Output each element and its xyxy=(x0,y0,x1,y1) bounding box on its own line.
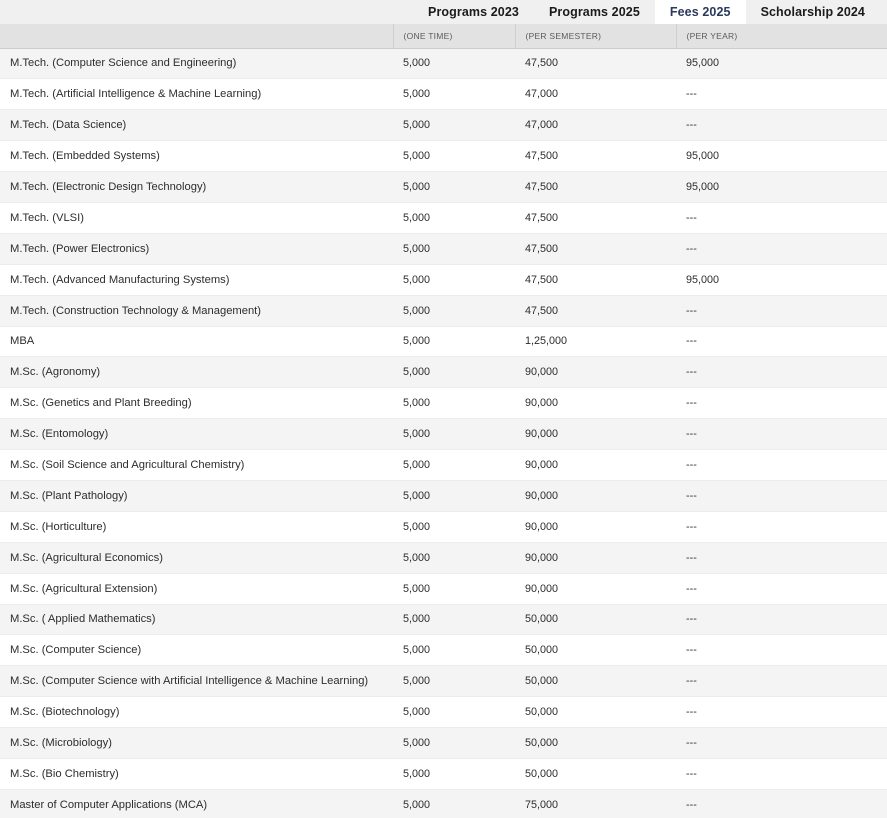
cell-per-semester: 47,500 xyxy=(515,264,676,295)
cell-program: M.Sc. ( Applied Mathematics) xyxy=(0,604,393,635)
tab-label: Scholarship 2024 xyxy=(760,5,865,19)
table-row xyxy=(0,419,887,450)
cell-one-time: 5,000 xyxy=(393,728,515,759)
table-row xyxy=(0,48,887,79)
cell-per-semester: 90,000 xyxy=(515,480,676,511)
tab-programs-2025[interactable] xyxy=(534,0,655,24)
cell-per-semester: 50,000 xyxy=(515,758,676,789)
column-header-per-semester: (PER SEMESTER) xyxy=(515,24,676,48)
cell-per-semester: 1,25,000 xyxy=(515,326,676,357)
cell-one-time: 5,000 xyxy=(393,758,515,789)
cell-one-time: 5,000 xyxy=(393,573,515,604)
cell-program: M.Sc. (Entomology) xyxy=(0,419,393,450)
tab-label: Programs 2023 xyxy=(428,5,519,19)
cell-per-semester: 90,000 xyxy=(515,450,676,481)
cell-one-time: 5,000 xyxy=(393,480,515,511)
cell-per-year: --- xyxy=(676,604,887,635)
cell-one-time: 5,000 xyxy=(393,635,515,666)
cell-per-year: --- xyxy=(676,480,887,511)
column-header-per-year: (PER YEAR) xyxy=(676,24,887,48)
cell-one-time: 5,000 xyxy=(393,450,515,481)
cell-program: M.Tech. (Embedded Systems) xyxy=(0,141,393,172)
table-row xyxy=(0,388,887,419)
cell-program: M.Sc. (Agronomy) xyxy=(0,357,393,388)
cell-per-year: --- xyxy=(676,511,887,542)
cell-per-semester: 47,500 xyxy=(515,48,676,79)
cell-per-year: --- xyxy=(676,110,887,141)
cell-per-year: --- xyxy=(676,697,887,728)
table-row xyxy=(0,202,887,233)
cell-per-year: --- xyxy=(676,419,887,450)
table-row xyxy=(0,141,887,172)
column-header-program xyxy=(0,24,393,48)
cell-program: M.Sc. (Plant Pathology) xyxy=(0,480,393,511)
cell-per-year: --- xyxy=(676,450,887,481)
cell-one-time: 5,000 xyxy=(393,388,515,419)
cell-program: M.Sc. (Bio Chemistry) xyxy=(0,758,393,789)
tab-programs-2023[interactable] xyxy=(413,0,534,24)
cell-one-time: 5,000 xyxy=(393,357,515,388)
cell-per-semester: 50,000 xyxy=(515,728,676,759)
cell-one-time: 5,000 xyxy=(393,666,515,697)
cell-program: M.Tech. (Artificial Intelligence & Machine Learning) xyxy=(0,79,393,110)
cell-per-semester: 90,000 xyxy=(515,573,676,604)
cell-per-semester: 47,500 xyxy=(515,233,676,264)
cell-per-semester: 90,000 xyxy=(515,419,676,450)
cell-one-time: 5,000 xyxy=(393,172,515,203)
cell-one-time: 5,000 xyxy=(393,79,515,110)
cell-per-year: --- xyxy=(676,728,887,759)
tab-bar xyxy=(0,0,887,24)
cell-program: M.Sc. (Agricultural Economics) xyxy=(0,542,393,573)
cell-per-year: --- xyxy=(676,635,887,666)
cell-per-semester: 50,000 xyxy=(515,604,676,635)
cell-program: M.Sc. (Horticulture) xyxy=(0,511,393,542)
cell-per-year: --- xyxy=(676,79,887,110)
cell-per-year: --- xyxy=(676,326,887,357)
cell-per-year: --- xyxy=(676,542,887,573)
table-row xyxy=(0,172,887,203)
cell-per-semester: 50,000 xyxy=(515,697,676,728)
cell-program: M.Tech. (Data Science) xyxy=(0,110,393,141)
cell-per-semester: 50,000 xyxy=(515,666,676,697)
column-header-one-time: (ONE TIME) xyxy=(393,24,515,48)
table-row xyxy=(0,79,887,110)
cell-program: M.Sc. (Computer Science) xyxy=(0,635,393,666)
table-row xyxy=(0,542,887,573)
table-row xyxy=(0,450,887,481)
cell-per-year: 95,000 xyxy=(676,141,887,172)
cell-one-time: 5,000 xyxy=(393,542,515,573)
cell-per-year: 95,000 xyxy=(676,48,887,79)
cell-per-year: --- xyxy=(676,758,887,789)
table-row xyxy=(0,635,887,666)
cell-one-time: 5,000 xyxy=(393,604,515,635)
cell-program: M.Sc. (Agricultural Extension) xyxy=(0,573,393,604)
cell-per-semester: 47,500 xyxy=(515,295,676,326)
table-row xyxy=(0,728,887,759)
cell-per-year: --- xyxy=(676,666,887,697)
table-row xyxy=(0,573,887,604)
cell-one-time: 5,000 xyxy=(393,326,515,357)
cell-per-semester: 50,000 xyxy=(515,635,676,666)
cell-program: M.Sc. (Computer Science with Artificial Intelligence & Machine Learning) xyxy=(0,666,393,697)
cell-per-semester: 47,500 xyxy=(515,172,676,203)
cell-per-semester: 47,000 xyxy=(515,79,676,110)
cell-per-semester: 90,000 xyxy=(515,357,676,388)
cell-one-time: 5,000 xyxy=(393,511,515,542)
cell-per-semester: 75,000 xyxy=(515,789,676,818)
table-row xyxy=(0,110,887,141)
cell-one-time: 5,000 xyxy=(393,233,515,264)
cell-program: MBA xyxy=(0,326,393,357)
cell-per-year: --- xyxy=(676,357,887,388)
table-row xyxy=(0,604,887,635)
cell-program: M.Sc. (Microbiology) xyxy=(0,728,393,759)
cell-one-time: 5,000 xyxy=(393,141,515,172)
table-row xyxy=(0,666,887,697)
cell-one-time: 5,000 xyxy=(393,264,515,295)
tab-fees-2025[interactable] xyxy=(655,0,746,24)
cell-one-time: 5,000 xyxy=(393,48,515,79)
tab-label: Programs 2025 xyxy=(548,5,640,19)
tab-scholarship-2024[interactable] xyxy=(746,0,880,24)
table-row xyxy=(0,264,887,295)
cell-per-semester: 90,000 xyxy=(515,511,676,542)
cell-per-year: 95,000 xyxy=(676,264,887,295)
cell-program: M.Tech. (Computer Science and Engineering) xyxy=(0,48,393,79)
cell-program: M.Tech. (Advanced Manufacturing Systems) xyxy=(0,264,393,295)
table-body xyxy=(0,48,887,818)
cell-per-year: --- xyxy=(676,388,887,419)
tab-label: Fees 2025 xyxy=(669,5,731,19)
table-row xyxy=(0,295,887,326)
cell-per-year: --- xyxy=(676,202,887,233)
cell-per-semester: 47,500 xyxy=(515,202,676,233)
table-row xyxy=(0,789,887,818)
table-row xyxy=(0,233,887,264)
table-row xyxy=(0,697,887,728)
cell-program: M.Tech. (Construction Technology & Management) xyxy=(0,295,393,326)
table-header-row xyxy=(0,24,887,48)
table-row xyxy=(0,758,887,789)
cell-per-year: --- xyxy=(676,789,887,818)
cell-per-year: --- xyxy=(676,573,887,604)
table-row xyxy=(0,511,887,542)
cell-program: M.Sc. (Genetics and Plant Breeding) xyxy=(0,388,393,419)
cell-per-semester: 90,000 xyxy=(515,542,676,573)
cell-per-semester: 47,000 xyxy=(515,110,676,141)
cell-one-time: 5,000 xyxy=(393,110,515,141)
table-header xyxy=(0,24,887,48)
cell-per-semester: 90,000 xyxy=(515,388,676,419)
cell-one-time: 5,000 xyxy=(393,295,515,326)
cell-program: M.Tech. (Electronic Design Technology) xyxy=(0,172,393,203)
cell-one-time: 5,000 xyxy=(393,697,515,728)
cell-one-time: 5,000 xyxy=(393,789,515,818)
table-row xyxy=(0,357,887,388)
cell-per-year: --- xyxy=(676,233,887,264)
cell-program: M.Sc. (Biotechnology) xyxy=(0,697,393,728)
fees-table xyxy=(0,24,887,818)
cell-program: M.Tech. (Power Electronics) xyxy=(0,233,393,264)
cell-program: Master of Computer Applications (MCA) xyxy=(0,789,393,818)
cell-program: M.Tech. (VLSI) xyxy=(0,202,393,233)
table-row xyxy=(0,326,887,357)
cell-per-year: 95,000 xyxy=(676,172,887,203)
cell-one-time: 5,000 xyxy=(393,202,515,233)
cell-per-semester: 47,500 xyxy=(515,141,676,172)
cell-per-year: --- xyxy=(676,295,887,326)
cell-one-time: 5,000 xyxy=(393,419,515,450)
cell-program: M.Sc. (Soil Science and Agricultural Chemistry) xyxy=(0,450,393,481)
table-row xyxy=(0,480,887,511)
